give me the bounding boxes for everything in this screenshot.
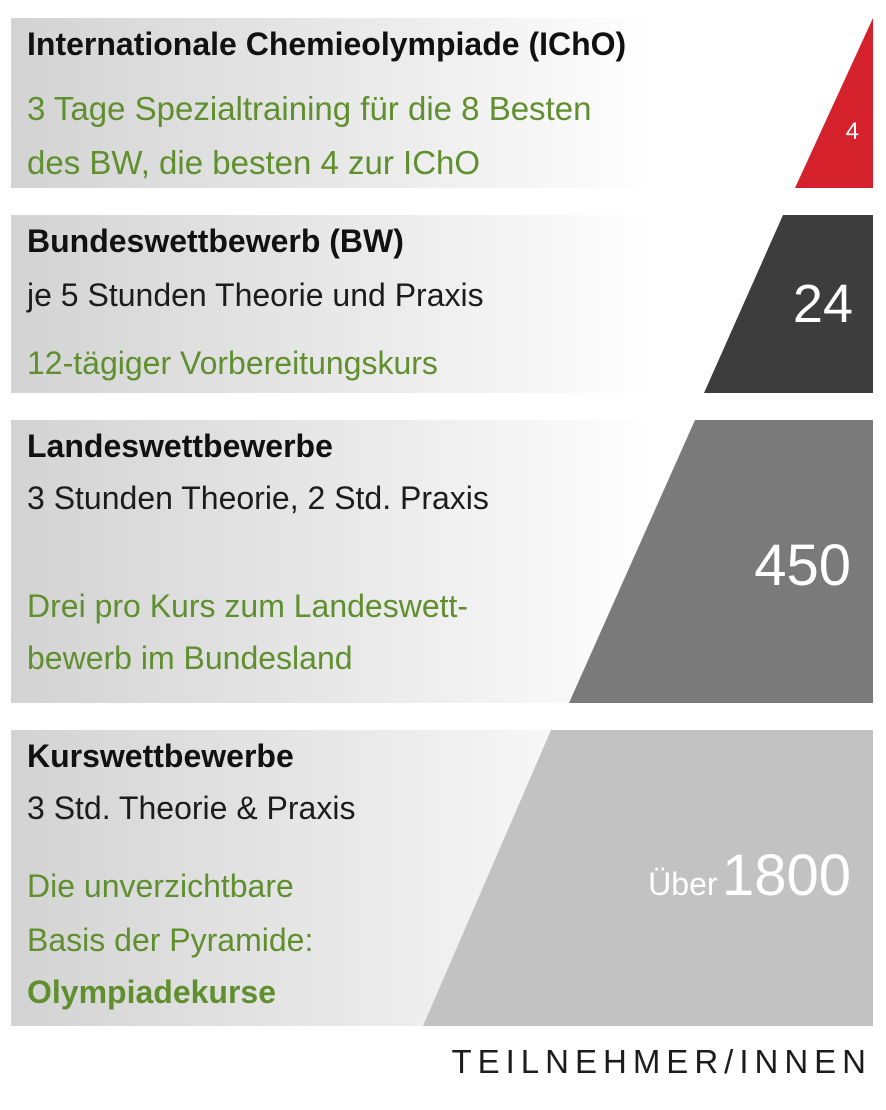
tier-kurs-count-prefix: Über	[648, 866, 718, 902]
tier-kurs-count-wrap	[648, 842, 851, 909]
tier-landes-note-line-1: Drei pro Kurs zum Landeswett-	[27, 588, 469, 624]
tier-bw-title: Bundeswettbewerb (BW)	[27, 223, 404, 259]
tier-bw-note: 12-tägiger Vorbereitungskurs	[27, 345, 438, 381]
tier-kurs-note-line-2: Basis der Pyramide:	[27, 922, 314, 958]
tier-icho-line-1: 3 Tage Spezialtraining für die 8 Besten	[27, 90, 592, 127]
tier-kurs-count: 1800	[721, 843, 851, 908]
tier-landes	[11, 420, 873, 703]
tier-kurs-note-line-1: Die unverzichtbare	[27, 868, 294, 904]
tier-landes-title: Landeswettbewerbe	[27, 428, 333, 464]
tier-landes-note-line-2: bewerb im Bundesland	[27, 640, 353, 676]
tier-bw-count: 24	[792, 274, 853, 334]
tier-landes-detail: 3 Stunden Theorie, 2 Std. Praxis	[27, 480, 489, 516]
tier-icho-title: Internationale Chemieolympiade (IChO)	[27, 26, 627, 62]
tier-bw-detail: je 5 Stunden Theorie und Praxis	[27, 277, 484, 313]
tier-kurs-title: Kurswettbewerbe	[27, 738, 294, 774]
tier-kurs-note-bold: Olympiadekurse	[27, 974, 276, 1010]
tier-kurs	[11, 730, 873, 1026]
tier-bw	[11, 215, 873, 393]
tier-kurs-detail: 3 Std. Theorie & Praxis	[27, 790, 356, 826]
tier-icho-count: 4	[845, 118, 859, 145]
tier-icho-line-2: des BW, die besten 4 zur IChO	[27, 144, 481, 181]
participants-label: TEILNEHMER/INNEN	[451, 1043, 872, 1080]
tier-landes-count: 450	[754, 533, 851, 598]
tier-icho	[11, 18, 873, 188]
